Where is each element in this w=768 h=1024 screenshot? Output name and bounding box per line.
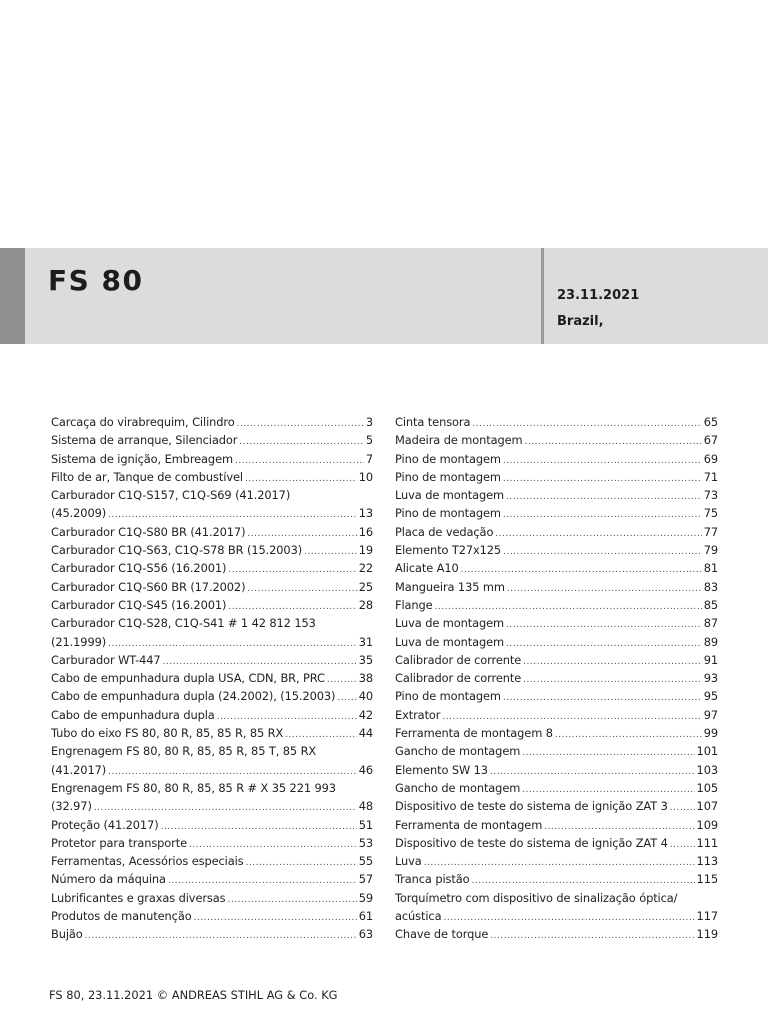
toc-dot-leader [246, 852, 357, 872]
toc-page-number: 10 [358, 469, 373, 484]
toc-page-number: 83 [703, 579, 718, 594]
toc-dot-leader [503, 450, 702, 470]
toc-dot-leader [168, 870, 357, 890]
toc-entry-title: Bujão [51, 927, 83, 942]
toc-entry-title: Madeira de montagem [395, 433, 523, 448]
toc-entry-title: Cabo de empunhadura dupla [51, 707, 215, 722]
toc-dot-leader [194, 907, 357, 927]
toc-dot-leader [506, 486, 702, 506]
toc-dot-leader [523, 669, 702, 689]
toc-entry[interactable] [51, 907, 373, 925]
toc-page-number: 61 [358, 909, 373, 924]
toc-entry-title: (21.1999) [51, 634, 107, 649]
toc-entry[interactable] [395, 852, 718, 870]
toc-entry-title: Mangueira 135 mm [395, 579, 505, 594]
toc-entry-title: Cabo de empunhadura dupla (24.2002), (15.2003) [51, 689, 336, 704]
toc-dot-leader [108, 633, 357, 653]
toc-entry[interactable] [51, 633, 373, 651]
toc-page-number: 67 [703, 433, 718, 448]
toc-entry-title: Engrenagem FS 80, 80 R, 85, 85 R, 85 T, 85 RX [51, 744, 317, 759]
toc-dot-leader [503, 687, 702, 707]
toc-column-left [51, 413, 373, 944]
toc-dot-leader [670, 834, 695, 854]
toc-page-number: 69 [703, 451, 718, 466]
toc-dot-leader [522, 779, 694, 799]
toc-entry-title: Número da máquina [51, 872, 166, 887]
toc-dot-leader [217, 706, 357, 726]
toc-dot-leader [506, 633, 702, 653]
toc-dot-leader [94, 797, 357, 817]
toc-entry[interactable] [51, 706, 373, 724]
toc-page-number: 3 [365, 415, 373, 429]
toc-entry-title: Ferramenta de montagem [395, 817, 543, 832]
toc-page-number: 59 [358, 890, 373, 905]
toc-entry-title: Dispositivo de teste do sistema de ignição ZAT 4 [395, 835, 668, 850]
toc-entry[interactable] [395, 633, 718, 651]
toc-entry[interactable] [51, 431, 373, 449]
toc-entry[interactable] [395, 431, 718, 449]
toc-entry-title: (32.97) [51, 799, 92, 814]
toc-entry-title: Proteção (41.2017) [51, 817, 159, 832]
toc-page-number: 7 [365, 451, 373, 466]
toc-dot-leader [503, 504, 702, 524]
toc-entry-title: Chave de torque [395, 927, 489, 942]
toc-entry[interactable] [51, 834, 373, 852]
header-banner [0, 248, 768, 344]
toc-entry[interactable] [395, 870, 718, 888]
toc-page-number: 79 [703, 543, 718, 558]
toc-entry-title: Cinta tensora [395, 415, 471, 429]
page-footer: FS 80, 23.11.2021 © ANDREAS STIHL AG & Co. KG [49, 988, 338, 1002]
toc-entry-title: Elemento T27x125 [395, 543, 502, 558]
toc-page-number: 107 [696, 799, 718, 814]
toc-entry-title: Elemento SW 13 [395, 762, 488, 777]
toc-entry-title: Luva de montagem [395, 488, 505, 503]
toc-entry[interactable] [395, 834, 718, 852]
toc-entry[interactable] [395, 669, 718, 687]
toc-dot-leader [670, 797, 695, 817]
toc-page-number: 103 [696, 762, 718, 777]
toc-dot-leader [327, 669, 357, 689]
toc-entry[interactable] [395, 523, 718, 541]
toc-entry-title: Carburador C1Q-S60 BR (17.2002) [51, 579, 246, 594]
toc-page-number: 97 [703, 707, 718, 722]
document-region: Brazil, [557, 314, 604, 329]
toc-entry-title: Engrenagem FS 80, 80 R, 85, 85 R # X 35 221 993 [51, 780, 336, 795]
toc-entry[interactable] [395, 925, 718, 943]
toc-page-number: 44 [358, 726, 373, 741]
toc-entry-title: Ferramentas, Acessórios especiais [51, 854, 244, 869]
toc-entry-title: Calibrador de corrente [395, 671, 522, 686]
toc-dot-leader [235, 450, 364, 470]
toc-dot-leader [108, 504, 357, 524]
toc-dot-leader [495, 523, 701, 543]
toc-column-right [395, 413, 718, 944]
toc-entry[interactable] [51, 870, 373, 888]
toc-entry-title: Carburador C1Q-S56 (16.2001) [51, 561, 227, 576]
toc-page-number: 51 [358, 817, 373, 832]
toc-dot-leader [435, 596, 702, 616]
toc-dot-leader [490, 925, 694, 945]
toc-dot-leader [161, 816, 357, 836]
toc-page-number: 87 [703, 616, 718, 631]
toc-page-number: 31 [358, 634, 373, 649]
toc-entry[interactable] [395, 504, 718, 522]
toc-entry[interactable] [395, 450, 718, 468]
toc-page-number: 40 [358, 689, 373, 704]
toc-page-number: 55 [358, 854, 373, 869]
toc-entry[interactable] [395, 687, 718, 705]
toc-entry[interactable] [51, 413, 373, 431]
toc-page-number: 113 [696, 854, 718, 869]
toc-dot-leader [506, 614, 702, 634]
toc-dot-leader [228, 559, 356, 579]
toc-page-number: 16 [358, 524, 373, 539]
toc-dot-leader [337, 687, 356, 707]
toc-entry-title: Carburador C1Q-S80 BR (41.2017) [51, 524, 246, 539]
toc-dot-leader [442, 706, 701, 726]
toc-dot-leader [228, 596, 356, 616]
toc-entry[interactable] [51, 724, 373, 742]
toc-entry-title: Sistema de arranque, Silenciador [51, 433, 238, 448]
toc-page-number: 73 [703, 488, 718, 503]
toc-entry-title: (45.2009) [51, 506, 107, 521]
toc-entry-title: Luva de montagem [395, 616, 505, 631]
banner-divider [541, 248, 544, 344]
toc-page-number: 95 [703, 689, 718, 704]
toc-page-number: 38 [358, 671, 373, 686]
toc-entry-title: (41.2017) [51, 762, 107, 777]
toc-page-number: 71 [703, 469, 718, 484]
toc-entry[interactable] [395, 651, 718, 669]
toc-dot-leader [555, 724, 702, 744]
toc-page-number: 25 [358, 579, 373, 594]
toc-page-number: 77 [703, 524, 718, 539]
toc-entry[interactable] [51, 852, 373, 870]
toc-page-number: 105 [696, 780, 718, 795]
toc-entry[interactable] [51, 687, 373, 705]
toc-page-number: 22 [358, 561, 373, 576]
toc-entry-title: Lubrificantes e graxas diversas [51, 890, 226, 905]
toc-page-number: 13 [358, 506, 373, 521]
toc-entry-title: Flange [395, 597, 433, 612]
toc-entry[interactable] [51, 450, 373, 468]
toc-entry-title: Carburador C1Q-S28, C1Q-S41 # 1 42 812 153 [51, 616, 316, 631]
toc-entry-title: Placa de vedação [395, 524, 494, 539]
toc-entry-title: Ferramenta de montagem 8 [395, 726, 553, 741]
toc-entry-title: Dispositivo de teste do sistema de ignição ZAT 3 [395, 799, 668, 814]
toc-dot-leader [237, 413, 364, 433]
toc-dot-leader [163, 651, 357, 671]
toc-page-number: 117 [696, 909, 718, 924]
toc-entry-title: Filto de ar, Tanque de combustível [51, 469, 243, 484]
toc-dot-leader [461, 559, 702, 579]
toc-page-number: 89 [703, 634, 718, 649]
toc-dot-leader [285, 724, 357, 744]
toc-entry[interactable] [395, 742, 718, 760]
toc-entry-title: Carburador WT-447 [51, 652, 161, 667]
toc-page-number: 75 [703, 506, 718, 521]
toc-page-number: 35 [358, 652, 373, 667]
toc-entry-title: Luva [395, 854, 422, 869]
toc-dot-leader [247, 578, 356, 598]
toc-entry-title: Cabo de empunhadura dupla USA, CDN, BR, PRC [51, 671, 325, 686]
toc-entry[interactable] [51, 523, 373, 541]
toc-dot-leader [189, 834, 357, 854]
toc-entry[interactable] [51, 761, 373, 779]
banner-tab [0, 248, 25, 344]
toc-page-number: 42 [358, 707, 373, 722]
toc-entry[interactable] [51, 596, 373, 614]
toc-page-number: 48 [358, 799, 373, 814]
toc-page-number: 115 [696, 872, 718, 887]
toc-page-number: 85 [703, 597, 718, 612]
toc-entry-title: Carburador C1Q-S45 (16.2001) [51, 597, 227, 612]
toc-entry-title: Tubo do eixo FS 80, 80 R, 85, 85 R, 85 RX [51, 726, 284, 741]
toc-entry[interactable] [395, 541, 718, 559]
toc-entry-title: Alicate A10 [395, 561, 459, 576]
toc-dot-leader [443, 907, 694, 927]
toc-entry-title: Gancho de montagem [395, 744, 521, 759]
toc-entry-title: Produtos de manutenção [51, 909, 192, 924]
toc-entry[interactable] [51, 669, 373, 687]
toc-page-number: 93 [703, 671, 718, 686]
toc-dot-leader [304, 541, 357, 561]
toc-entry-title: Pino de montagem [395, 689, 501, 704]
toc-page-number: 53 [358, 835, 373, 850]
toc-entry-title: Luva de montagem [395, 634, 505, 649]
toc-entry[interactable] [51, 816, 373, 834]
toc-entry-title: Sistema de ignição, Embreagem [51, 451, 233, 466]
toc-dot-leader [85, 925, 357, 945]
toc-page-number: 63 [358, 927, 373, 942]
toc-page-number: 81 [703, 561, 718, 576]
toc-page-number: 91 [703, 652, 718, 667]
toc-entry[interactable] [51, 578, 373, 596]
toc-page-number: 99 [703, 726, 718, 741]
toc-entry-title: Pino de montagem [395, 506, 501, 521]
toc-dot-leader [239, 431, 364, 451]
toc-entry-title: acústica [395, 909, 442, 924]
toc-entry[interactable] [395, 797, 718, 815]
toc-entry-title: Calibrador de corrente [395, 652, 522, 667]
toc-entry-title: Carburador C1Q-S157, C1Q-S69 (41.2017) [51, 488, 291, 503]
toc-entry-title: Torquímetro com dispositivo de sinalização óptica/ [395, 890, 678, 905]
toc-entry[interactable] [395, 724, 718, 742]
toc-dot-leader [472, 413, 701, 433]
toc-dot-leader [507, 578, 702, 598]
toc-entry[interactable] [395, 614, 718, 632]
toc-page-number: 111 [696, 835, 718, 850]
toc-page-number: 5 [365, 433, 373, 448]
toc-entry[interactable] [395, 468, 718, 486]
toc-page-number: 65 [703, 415, 718, 429]
toc-entry[interactable] [51, 889, 373, 907]
toc-dot-leader [503, 468, 702, 488]
toc-entry[interactable] [51, 559, 373, 577]
toc-entry[interactable] [51, 797, 373, 815]
toc-dot-leader [522, 742, 694, 762]
toc-entry[interactable] [51, 651, 373, 669]
toc-dot-leader [424, 852, 695, 872]
toc-entry[interactable] [51, 925, 373, 943]
document-date: 23.11.2021 [557, 288, 640, 303]
toc-dot-leader [525, 431, 702, 451]
toc-entry-title: Tranca pistão [395, 872, 470, 887]
toc-entry[interactable] [51, 504, 373, 522]
toc-dot-leader [245, 468, 357, 488]
toc-entry[interactable] [51, 541, 373, 559]
toc-entry[interactable] [395, 816, 718, 834]
toc-entry-title: Pino de montagem [395, 451, 501, 466]
toc-dot-leader [490, 761, 695, 781]
toc-entry[interactable] [395, 413, 718, 431]
toc-dot-leader [523, 651, 702, 671]
toc-page-number: 101 [696, 744, 718, 759]
toc-entry[interactable] [395, 559, 718, 577]
toc-entry[interactable] [395, 486, 718, 504]
toc-page-number: 109 [696, 817, 718, 832]
toc-entry-title: Extrator [395, 707, 441, 722]
toc-dot-leader [544, 816, 694, 836]
toc-dot-leader [247, 523, 356, 543]
toc-entry-title: Carburador C1Q-S63, C1Q-S78 BR (15.2003) [51, 543, 303, 558]
toc-entry-title: Protetor para transporte [51, 835, 188, 850]
toc-dot-leader [471, 870, 694, 890]
toc-entry[interactable] [395, 706, 718, 724]
toc-entry[interactable] [395, 578, 718, 596]
toc-entry[interactable] [51, 468, 373, 486]
toc-entry-title: Gancho de montagem [395, 780, 521, 795]
toc-page-number: 119 [696, 927, 718, 942]
toc-dot-leader [227, 889, 356, 909]
toc-dot-leader [503, 541, 702, 561]
toc-page-number: 57 [358, 872, 373, 887]
document-title: FS 80 [48, 264, 144, 297]
toc-entry[interactable] [395, 779, 718, 797]
toc-page-number: 19 [358, 543, 373, 558]
toc-entry-title: Pino de montagem [395, 469, 501, 484]
toc-entry-title: Carcaça do virabrequim, Cilindro [51, 415, 235, 429]
toc-page-number: 46 [358, 762, 373, 777]
toc-entry[interactable] [395, 907, 718, 925]
toc-dot-leader [108, 761, 357, 781]
toc-entry[interactable] [395, 761, 718, 779]
toc-entry[interactable] [395, 596, 718, 614]
toc-page-number: 28 [358, 597, 373, 612]
